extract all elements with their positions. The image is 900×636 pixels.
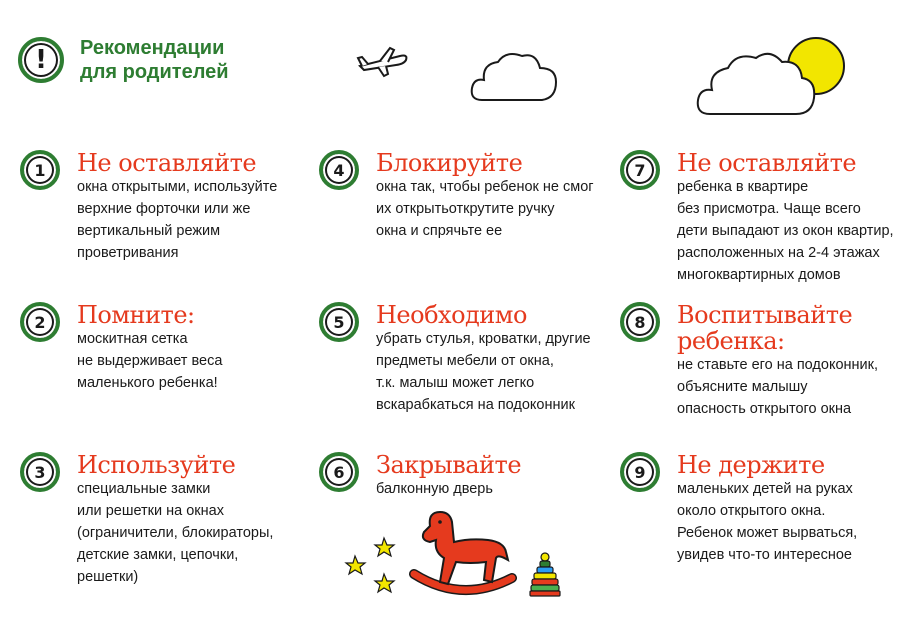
number-badge: 5 — [319, 302, 359, 342]
recommendation-title: Не оставляйте — [77, 149, 257, 177]
recommendation-text: без присмотра. Чаще всего — [677, 201, 861, 217]
recommendation-title-line-2: ребенка: — [677, 327, 785, 355]
recommendation-text: ребенка в квартире — [677, 179, 809, 195]
recommendation-text: опасность открытого окна — [677, 401, 852, 417]
recommendation-text: расположенных на 2-4 этажах — [677, 245, 880, 261]
cloud-icon — [696, 48, 816, 120]
recommendation-text: москитная сетка — [77, 331, 188, 347]
recommendation-text: убрать стулья, кроватки, другие — [376, 331, 591, 347]
airplane-icon — [356, 46, 408, 78]
recommendation-text: предметы мебели от окна, — [376, 353, 554, 369]
number-badge: 7 — [620, 150, 660, 190]
pyramid-toy-icon — [528, 552, 562, 598]
recommendation-title: Используйте — [77, 451, 236, 479]
recommendation-text: окна и спрячьте ее — [376, 223, 503, 239]
recommendation-text: детские замки, цепочки, — [77, 547, 239, 563]
number-badge: 1 — [20, 150, 60, 190]
recommendation-text: маленьких детей на руках — [677, 481, 853, 497]
cloud-icon — [470, 50, 558, 106]
number-badge: 6 — [319, 452, 359, 492]
recommendation-text: специальные замки — [77, 481, 211, 497]
number-badge: 3 — [20, 452, 60, 492]
recommendation-text: не ставьте его на подоконник, — [677, 357, 878, 373]
recommendation-text: (ограничители, блокираторы, — [77, 525, 274, 541]
recommendation-text: вертикальный режим — [77, 223, 221, 239]
recommendation-text: дети выпадают из окон квартир, — [677, 223, 894, 239]
recommendation-text: Ребенок может вырваться, — [677, 525, 858, 541]
page-title-line-1: Рекомендации — [80, 37, 225, 59]
page-title — [80, 36, 229, 84]
number-badge: 2 — [20, 302, 60, 342]
recommendation-text: многоквартирных домов — [677, 267, 841, 283]
recommendation-text: маленького ребенка! — [77, 375, 218, 391]
recommendation-text: проветривания — [77, 245, 179, 261]
recommendation-text: балконную дверь — [376, 481, 493, 497]
recommendation-text: решетки) — [77, 569, 139, 585]
recommendation-title: Блокируйте — [376, 149, 523, 177]
recommendation-title: Помните: — [77, 301, 195, 329]
recommendation-text: вскарабкаться на подоконник — [376, 397, 575, 413]
number-badge: 4 — [319, 150, 359, 190]
stars-icon — [344, 536, 400, 596]
recommendation-text: увидев что-то интересное — [677, 547, 852, 563]
exclamation-icon: ! — [18, 37, 64, 83]
recommendation-text: около открытого окна. — [677, 503, 826, 519]
recommendation-text: окна так, чтобы ребенок не смог — [376, 179, 594, 195]
page-header — [18, 36, 229, 84]
recommendation-text: окна открытыми, используйте — [77, 179, 278, 195]
recommendation-text: или решетки на окнах — [77, 503, 224, 519]
recommendation-text: не выдерживает веса — [77, 353, 223, 369]
rocking-horse-icon — [410, 508, 516, 600]
recommendation-text: объясните малышу — [677, 379, 808, 395]
number-badge: 9 — [620, 452, 660, 492]
number-badge: 8 — [620, 302, 660, 342]
recommendation-text: их открытьоткрутите ручку — [376, 201, 555, 217]
page-title-line-2: для родителей — [80, 61, 229, 83]
recommendation-title: Не оставляйте — [677, 149, 857, 177]
recommendation-title: Не держите — [677, 451, 825, 479]
recommendation-text: т.к. малыш может легко — [376, 375, 535, 391]
recommendation-title: Закрывайте — [376, 451, 522, 479]
recommendation-title: Необходимо — [376, 301, 527, 329]
recommendation-text: верхние форточки или же — [77, 201, 251, 217]
recommendation-title: Воспитывайте — [677, 301, 853, 329]
